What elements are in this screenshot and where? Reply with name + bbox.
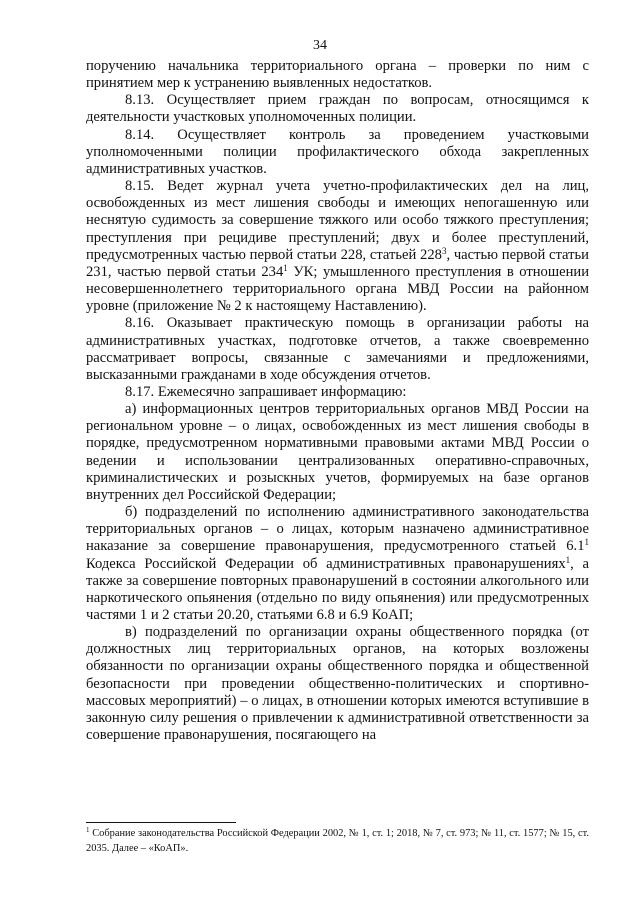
paragraph-8-15-text-3: УК; умышленного преступления в отношении несовершеннолетнего территориального органа МВД России на районном уровне (приложение № 2 к настоящему Наставлению).	[86, 263, 590, 315]
paragraph-8-15-text-1: 8.15. Ведет журнал учета учетно-профилактических дел на лиц, освобожденных из мест лишения свободы и имеющих непогашенную или неснятую судимость за совершение тяжкого или особо тяжкого преступления; преступления при рецидиве преступлений; двух и более преступлений, предусмотренных частью первой статьи 228, статьей 228	[86, 178, 589, 263]
footnote	[86, 826, 589, 856]
footnote-text: Собрание законодательства Российской Федерации 2002, № 1, ст. 1; 2018, № 7, ст. 973; № 11, ст. 1577; № 15, ст. 2035. Далее – «КоАП».	[86, 828, 589, 854]
body-text	[86, 58, 589, 744]
paragraph-8-15-text-2: , частью первой статьи 231, частью первой статьи 234	[86, 246, 589, 280]
paragraph-8-17-v: в) подразделений по организации охраны общественного порядка (от должностных лиц территориальных органов, на которых возложены обязанности по организации охраны общественного порядка и общественной безопасности при проведении общественно-политических и спортивно-массовых мероприятий) – о лицах, в отношении которых имеются вступившие в законную силу решения о привлечении к административной ответственности за совершение правонарушения, посягающего на	[86, 624, 589, 744]
paragraph-8-17-b	[86, 504, 589, 624]
paragraph-8-16: 8.16. Оказывает практическую помощь в организации работы на административных участках, подготовке отчетов, а также своевременно рассматривает вопросы, связанные с замечаниями и предложениями, высказанными гражданами в ходе обсуждения отчетов.	[86, 315, 589, 383]
page-number: 34	[313, 38, 327, 53]
superscript-6-1-1: 1	[584, 537, 589, 548]
superscript-234-1: 1	[283, 262, 288, 273]
paragraph-8-14: 8.14. Осуществляет контроль за проведением участковыми уполномоченными полиции профилактического обхода закрепленных административных участков.	[86, 126, 589, 177]
paragraph-8-17-b-text-2: Кодекса Российской Федерации об административных правонарушениях	[86, 555, 566, 572]
footnote-marker: 1	[86, 826, 90, 834]
paragraph-8-17-b-text-1: б) подразделений по исполнению административного законодательства территориальных органов – о лицах, которым назначено административное наказание за совершение правонарушения, предусмотренного статьей 6.1	[86, 504, 589, 555]
superscript-228-3: 3	[441, 245, 447, 256]
paragraph-8-15	[86, 178, 589, 315]
paragraph-8-17-a: а) информационных центров территориальных органов МВД России на региональном уровне – о лицах, освобожденных из мест лишения свободы в порядке, предусмотренном нормативными правовыми актами МВД России о ведении и использовании централизованных оперативно-справочных, криминалистических и розыскных учетов, формируемых на базе органов внутренних дел Российской Федерации;	[86, 401, 589, 503]
paragraph-continuation: поручению начальника территориального органа – проверки по ним с принятием мер к устранению выявленных недостатков.	[86, 58, 589, 92]
footnote-separator	[86, 822, 236, 823]
paragraph-8-13: 8.13. Осуществляет прием граждан по вопросам, относящимся к деятельности участковых уполномоченных полиции.	[86, 92, 589, 126]
footnote-reference[interactable]: 1	[565, 554, 571, 565]
paragraph-8-17-b-text-3: , а также за совершение повторных правонарушений в состоянии алкогольного или наркотического опьянения (отдельно по виду опьянения) или предусмотренных частями 1 и 2 статьи 20.20, статьями 6.8 и 6.9 КоАП;	[86, 555, 589, 623]
paragraph-8-17: 8.17. Ежемесячно запрашивает информацию:	[125, 383, 407, 400]
